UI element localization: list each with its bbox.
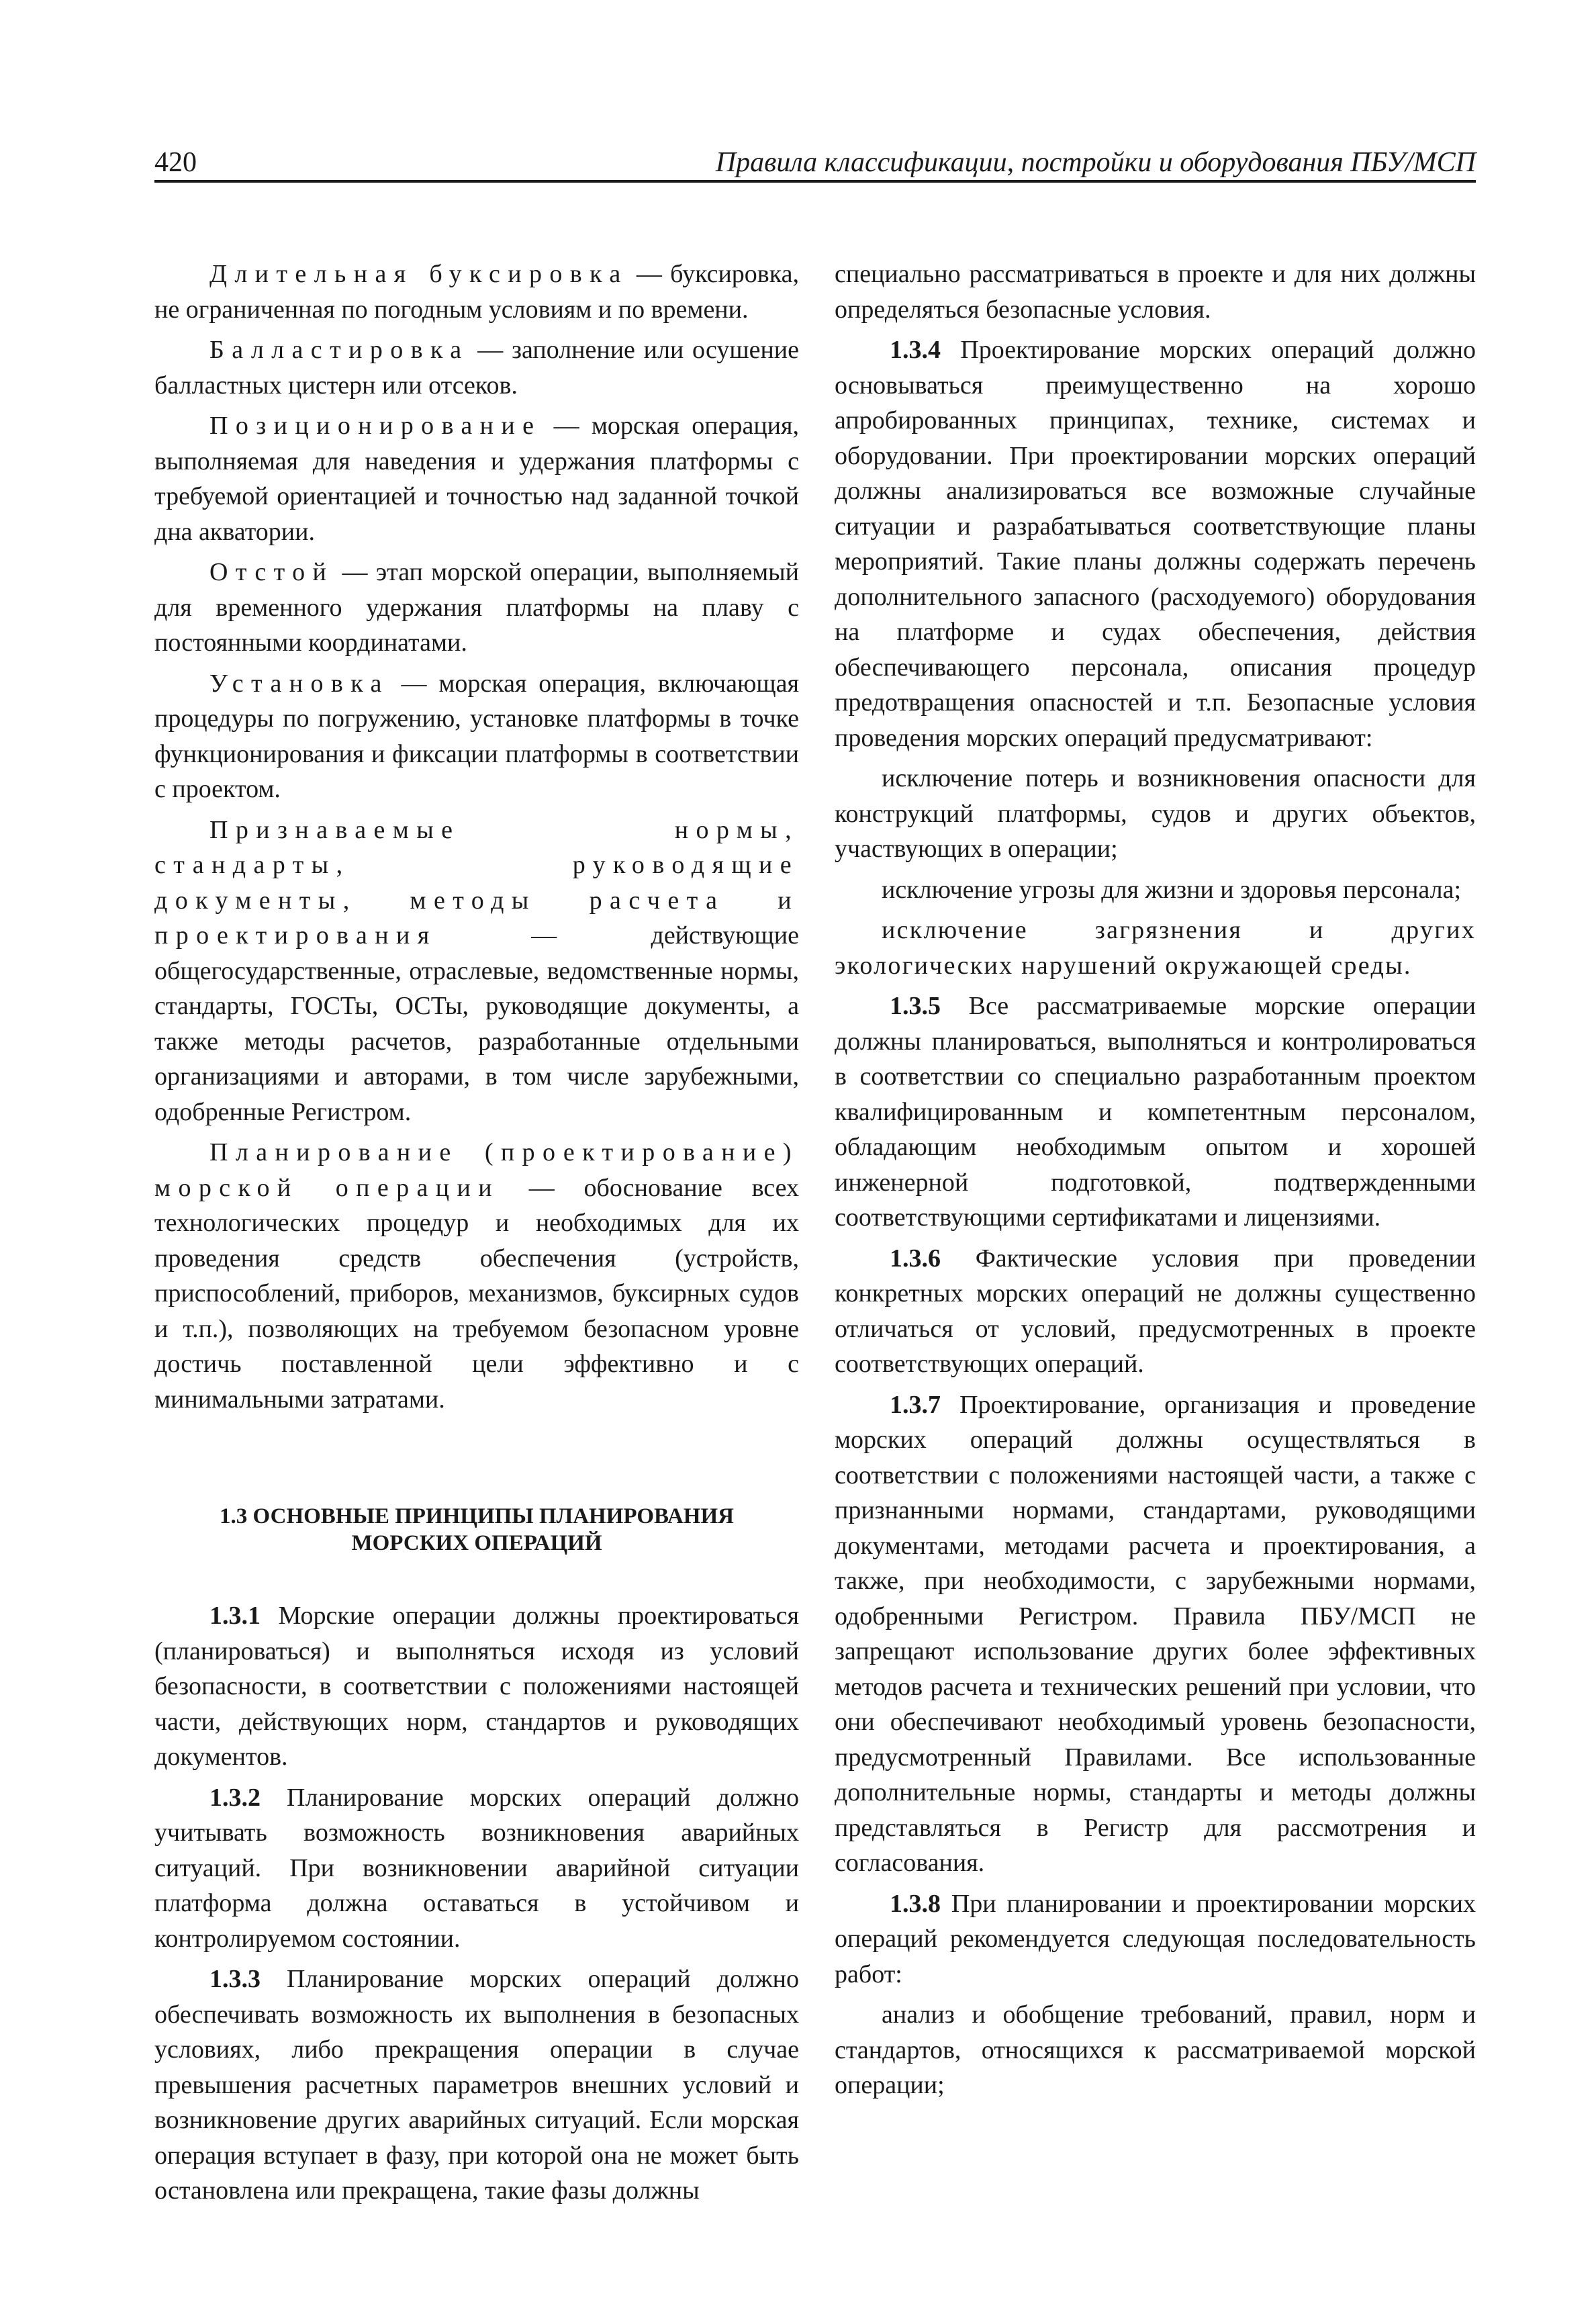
defined-term: Длительная буксировка xyxy=(209,260,628,288)
definition-text: — этап морской операции, выполняемый для временного удержания платформы на плаву с постоянными координатами. xyxy=(154,558,799,657)
page-number: 420 xyxy=(154,147,197,178)
defined-term: Балластировка xyxy=(209,336,469,364)
clause-text: Планирование морских операций должно обеспечивать возможность их выполнения в безопасных условиях, либо прекращения операции в случае превышения расчетных параметров внешних условий и возникновение других аварийных ситуаций. Если морская операция вступает в фазу, при которой она не может быть остановлена или прекращена, такие фазы должны xyxy=(154,1965,799,2205)
definition-paragraph xyxy=(154,813,799,1130)
definition-paragraph xyxy=(154,257,799,327)
running-title: Правила классификации, постройки и оборудования ПБУ/МСП xyxy=(715,147,1476,178)
list-item: исключение потерь и возникновения опасности для конструкций платформы, судов и других объектов, участвующих в операции; xyxy=(835,764,1476,863)
clause-1-3-3-continued: специально рассматриваться в проекте и для них должны определяться безопасные условия. xyxy=(835,260,1476,324)
clause-1-3-5 xyxy=(835,988,1476,1236)
clause-1-3-1 xyxy=(154,1598,799,1775)
defined-term: Признаваемые нормы, стандарты, руководящие документы, методы расчета и проектирования xyxy=(154,815,799,950)
definition-paragraph xyxy=(154,666,799,807)
clause-number: 1.3.5 xyxy=(890,992,941,1020)
clause-1-3-8 xyxy=(835,1886,1476,1992)
definition-paragraph xyxy=(154,408,799,549)
clause-number: 1.3.3 xyxy=(209,1965,261,1993)
list-item: исключение загрязнения и других экологических нарушений окружающей среды. xyxy=(835,916,1476,980)
list-item: исключение угрозы для жизни и здоровья персонала; xyxy=(882,875,1461,904)
defined-term: Отстой xyxy=(209,558,334,586)
left-column xyxy=(154,257,799,2214)
clause-text: Планирование морских операций должно учитывать возможность возникновения аварийных ситуаций. При возникновении аварийной ситуации платформа должна оставаться в устойчивом и контролируемом состоянии. xyxy=(154,1783,799,1953)
definition-paragraph xyxy=(154,1135,799,1417)
definition-text: — обоснование всех технологических процедур и необходимых для их проведения средств обеспечения (устройств, приспособлений, приборов, механизмов, буксирных судов и т.п.), позволяющих на требуемом безопасном уровне достичь поставленной цели эффективно и с минимальными затратами. xyxy=(154,1173,799,1414)
definition-text: — морская операция, включающая процедуры по погружению, установке платформы в точке функционирования и фиксации платформы в соответствии с проектом. xyxy=(154,669,799,803)
section-heading-line: МОРСКИХ ОПЕРАЦИЙ xyxy=(351,1531,602,1555)
page-header xyxy=(154,142,1476,183)
clause-text: Проектирование морских операций должно основываться преимущественно на хорошо апробированных принципах, технике, системах и оборудовании. При проектировании морских операций должны анализироваться все возможные случайные ситуации и разрабатываться соответствующие планы мероприятий. Такие планы должны содержать перечень дополнительного запасного (расходуемого) оборудования на платформе и судах обеспечения, действия обеспечивающего персонала, описания процедур предотвращения опасностей и т.п. Безопасные условия проведения морских операций предусматривают: xyxy=(835,336,1476,752)
definition-paragraph xyxy=(154,555,799,661)
defined-term: Планирование (проектирование) морской операции xyxy=(154,1138,799,1202)
clause-1-3-2 xyxy=(154,1780,799,1957)
defined-term: Установка xyxy=(209,669,389,698)
clause-text: Морские операции должны проектироваться (планироваться) и выполняться исходя из условий безопасности, в соответствии с положениями настоящей части, действующих норм, стандартов и руководящих документов. xyxy=(154,1602,799,1771)
list-item: анализ и обобщение требований, правил, норм и стандартов, относящихся к рассматриваемой морской операции; xyxy=(835,2000,1476,2099)
definition-text: — морская операция, выполняемая для наведения и удержания платформы с требуемой ориентацией и точностью над заданной точкой дна акватории. xyxy=(154,412,799,546)
clause-text: При планировании и проектировании морских операций рекомендуется следующая последовательность работ: xyxy=(835,1889,1476,1988)
clause-1-3-3 xyxy=(154,1962,799,2209)
clause-text: Все рассматриваемые морские операции должны планироваться, выполняться и контролироваться в соответствии со специально разработанным проектом квалифицированным и компетентным персоналом, обладающим необходимым опытом и хорошей инженерной подготовкой, подтвержденными соответствующими сертификатами и лицензиями. xyxy=(835,992,1476,1232)
clause-text: Фактические условия при проведении конкретных морских операций не должны существенно отличаться от условий, предусмотренных в проекте соответствующих операций. xyxy=(835,1244,1476,1378)
clause-text: Проектирование, организация и проведение морских операций должны осуществляться в соответствии с положениями настоящей части, а также с признанными нормами, стандартами, руководящими документами, методами расчета и проектирования, а также, при необходимости, с зарубежными нормами, одобренными Регистром. Правила ПБУ/МСП не запрещают использование других более эффективных методов расчета и технических решений при условии, что они обеспечивают необходимый уровень безопасности, предусмотренный Правилами. Все использованные дополнительные нормы, стандарты и методы должны представляться в Регистр для рассмотрения и согласования. xyxy=(835,1390,1476,1877)
definition-text: — действующие общегосударственные, отраслевые, ведомственные нормы, стандарты, ГОСТы, ОСТы, руководящие документы, а также методы расчетов, разработанные отдельными организациями и авторами, в том числе зарубежными, одобренные Регистром. xyxy=(154,921,799,1126)
definition-paragraph xyxy=(154,332,799,403)
clause-number: 1.3.8 xyxy=(890,1889,941,1918)
section-heading xyxy=(154,1503,799,1557)
clause-number: 1.3.7 xyxy=(890,1390,941,1419)
definition-text: — заполнение или осушение балластных цистерн или отсеков. xyxy=(154,336,799,400)
clause-number: 1.3.1 xyxy=(209,1602,261,1630)
right-column xyxy=(835,257,1476,2109)
defined-term: Позиционирование xyxy=(209,412,542,440)
clause-1-3-6 xyxy=(835,1241,1476,1382)
clause-number: 1.3.6 xyxy=(890,1244,941,1273)
definition-text: — буксировка, не ограниченная по погодным условиям и по времени. xyxy=(154,260,799,324)
clause-1-3-4 xyxy=(835,332,1476,755)
section-heading-line: 1.3 ОСНОВНЫЕ ПРИНЦИПЫ ПЛАНИРОВАНИЯ xyxy=(220,1504,734,1528)
clause-number: 1.3.4 xyxy=(890,336,941,364)
clause-1-3-7 xyxy=(835,1387,1476,1881)
clause-number: 1.3.2 xyxy=(209,1783,261,1812)
